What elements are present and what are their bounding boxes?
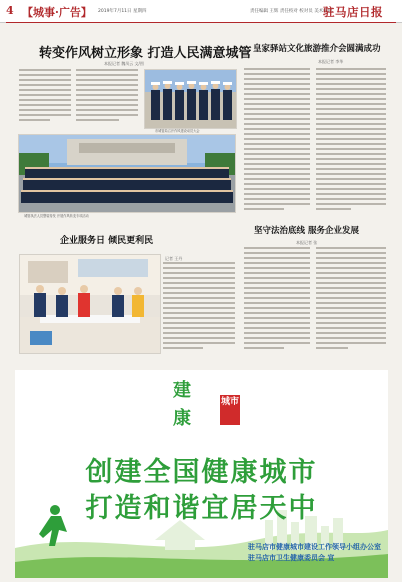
ad-badge-city: 城市 [220,395,240,425]
ad-badge-jian: 建 [173,380,191,401]
article3-text [163,262,235,354]
officers-salute-photo [144,69,237,129]
editor-credits: 责任编辑 王辉 责任校对 校对员 美术编辑 [250,9,333,14]
article2-text-col2 [316,68,386,218]
article3-headline: 企业服务日 倾民更利民 [60,236,154,246]
page-number: 4 [6,4,14,17]
article2-text-col1 [244,68,310,218]
header-rule [6,22,396,23]
article1-headline: 转变作风树立形象 打造人民满意城管 [39,46,252,61]
officers-salute-illustration [145,70,236,128]
ad-badge-kang: 康 [173,408,191,429]
section-name: 【城事·广告】 [22,6,92,19]
officers-formation-photo [18,134,236,213]
dateline: 2019年7月11日 星期四 [98,9,147,14]
ad-sponsor-line1: 驻马店市健康城市建设工作领导小组办公室 [248,543,381,551]
service-hall-illustration [20,255,160,353]
ad-slogan-line1: 创建全国健康城市 [85,457,318,488]
newspaper-masthead: 驻马店日报 [323,5,383,19]
page-header [0,0,402,23]
article3-byline: 记者 王丹 [165,256,183,261]
article1-photo2-caption: 城管执法人员整装待发 开展作风转变专项活动 [24,214,89,218]
article1-text-col1 [19,69,71,125]
article1-photo1-caption: 市城管局召开作风建设动员大会 [155,129,200,133]
formation-illustration [19,135,235,212]
ad-slogan-line2: 打造和谐宜居天中 [85,493,318,524]
article4-text-col1 [244,247,310,354]
service-hall-photo [19,254,161,354]
article2-headline: 皇家驿站文化旅游推介会圆满成功 [253,44,381,54]
article4-text-col2 [316,247,386,354]
article4-byline: 本报记者 张 [296,240,318,245]
article4-headline: 坚守法治底线 服务企业发展 [254,226,359,236]
article2-byline: 本报记者 李华 [318,59,344,64]
article1-byline: 本报记者 魏凤云 文/图 [104,61,144,66]
health-city-advertisement [15,370,388,578]
ad-sponsor-line2: 驻马店市卫生健康委员会 宣 [248,554,335,562]
article1-text-col2 [76,69,138,125]
